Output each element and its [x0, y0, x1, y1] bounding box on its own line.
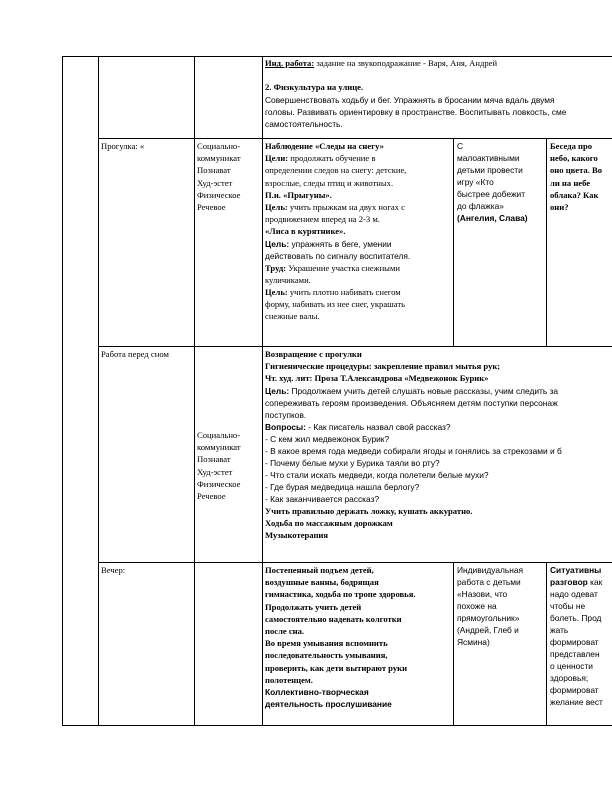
- blank-line: [265, 69, 612, 81]
- sleep-label: Работа перед сном: [101, 349, 169, 359]
- walk-individual-cell: С малоактивными детьми провести игру «Кто быстрее добежит до флажка» (Ангелия, Слава): [457, 141, 528, 223]
- evening-label-cell: [101, 564, 193, 576]
- walk-label-cell: [101, 140, 193, 152]
- area-item: Физическое: [197, 478, 241, 489]
- area-item: Познават: [197, 454, 231, 465]
- evening-individual-cell: Индивидуальная работа с детьми «Назови, что похоже на прямоугольник» (Андрей, Глеб и Ясмина): [457, 565, 524, 647]
- pe-text-line: головы. Развивать ориентировку в пространстве. Воспитывать ловкость, сме: [265, 106, 567, 117]
- question-item: - Что стали искать медведи, когда полетели белые мухи?: [265, 469, 489, 480]
- area-item: Физическое: [197, 189, 241, 200]
- evening-row-top-border: [98, 562, 612, 563]
- column-divider-1: [98, 56, 99, 726]
- observation-title: Наблюдение «Следы на снегу»: [265, 141, 384, 151]
- area-item: Худ-эстет: [197, 466, 233, 477]
- column-divider-evening-5: [546, 562, 547, 726]
- area-item: Социально-: [197, 430, 241, 440]
- pe-text-line: Совершенствовать ходьбу и бег. Упражнять в бросании мяча вдаль двумя: [265, 94, 555, 105]
- column-divider-walk-4: [453, 138, 454, 346]
- individual-work-line: Инд. работа: задание на звукоподражание - Варя, Аня, Андрей: [265, 58, 498, 68]
- question-item: - В какое время года медведи собирали ягоды и гонялись за стрекозами и б: [265, 445, 562, 456]
- question-item: - Где бурая медведица нашла берлогу?: [265, 481, 420, 492]
- table-bottom-border: [62, 725, 612, 726]
- pe-text-line: самостоятельность.: [265, 118, 343, 129]
- pe-title: 2. Физкультура на улице.: [265, 82, 364, 93]
- walk-talk-cell: Беседа про небо, какого оно цвета. Во ли на небе облака? Как они?: [550, 141, 603, 213]
- area-item: коммуникат: [197, 153, 241, 164]
- evening-label: Вечер:: [101, 565, 126, 575]
- walk-row-top-border: [98, 138, 612, 139]
- table-left-border: [62, 56, 63, 726]
- walk-activities-cell: Наблюдение «Следы на снегу» Цели: продолжать обучение в определении следов на снегу: детские, взрослые, следы птиц и животных. П.и. «Прыгуны». Цель: учить прыжкам на двух ногах с продвижением вперед на 2-3 м. «Лиса в курятнике». Цель: упражнять в беге, умении действовать по сигналу воспитателя. Труд: Украшение участка снежными куличиками. Цель: учить плотно набивать снегом форму, набивать из нее снег, украшать снежные валы.: [265, 140, 452, 323]
- area-item: Худ-эстет: [197, 177, 233, 188]
- question-item: - Как заканчивается рассказ?: [265, 493, 380, 504]
- sleep-row-top-border: [98, 346, 612, 347]
- area-item: Речевое: [197, 491, 226, 502]
- individual-and-pe-cell: [265, 57, 612, 138]
- column-divider-evening-4: [453, 562, 454, 726]
- sleep-label-cell: [101, 348, 193, 360]
- sleep-areas-cell: [197, 429, 261, 502]
- area-item: коммуникат: [197, 442, 241, 453]
- area-item: Познават: [197, 165, 231, 176]
- area-item: Речевое: [197, 202, 226, 213]
- evening-situational-cell: Ситуативны разговор как надо одеват чтобы не болеть. Прод жать формироват представлен о ценности здоровья; формироват желание вест: [550, 565, 603, 707]
- column-divider-walk-5: [546, 138, 547, 346]
- question-item: - С кем жил медвежонок Бурик?: [265, 433, 390, 444]
- column-divider-3: [262, 56, 263, 726]
- walk-areas-cell: [197, 140, 261, 213]
- walk-label: Прогулка: «: [101, 141, 145, 151]
- evening-activities-cell: Постепенный подъем детей, воздушные ванны, бодрящая гимнастика, ходьба по тропе здоровья. Продолжать учить детей самостоятельно надевать колготки после сна. Во время умывания вспомнить последовательность умывания, проверить, как дети вытирают руки полотенцем. Коллективно-творческая деятельность прослушивание: [265, 565, 416, 710]
- area-item: Социально-: [197, 141, 241, 151]
- question-item: - Почему белые мухи у Бурика таяли во рту?: [265, 457, 440, 468]
- sleep-activities-cell: Возвращение с прогулки Гигиенические процедуры: закрепление правил мытья рук; Чт. худ. лит: Проза Т.Александрова «Медвежонок Бурик» Цель: Продолжаем учить детей слушать новые рассказы, учим следить за сопереживать героям произведения. Объясняем детям поступки персонаж поступков. Вопросы: - Как писатель назвал свой рассказ? - С кем жил медвежонок Бурик? - В какое время года медведи собирали ягоды и гонялись за стрекозами и б - Почему белые мухи у Бурика таяли во рту? - Что стали искать медведи, когда полетели белые мухи? - Где бурая медведица нашла берлогу? - Как заканчивается рассказ? Учить правильно держать ложку, кушать аккуратно. Ходьба по массажным дорожкам Музыкотерапия: [265, 348, 612, 541]
- column-divider-2: [194, 56, 195, 726]
